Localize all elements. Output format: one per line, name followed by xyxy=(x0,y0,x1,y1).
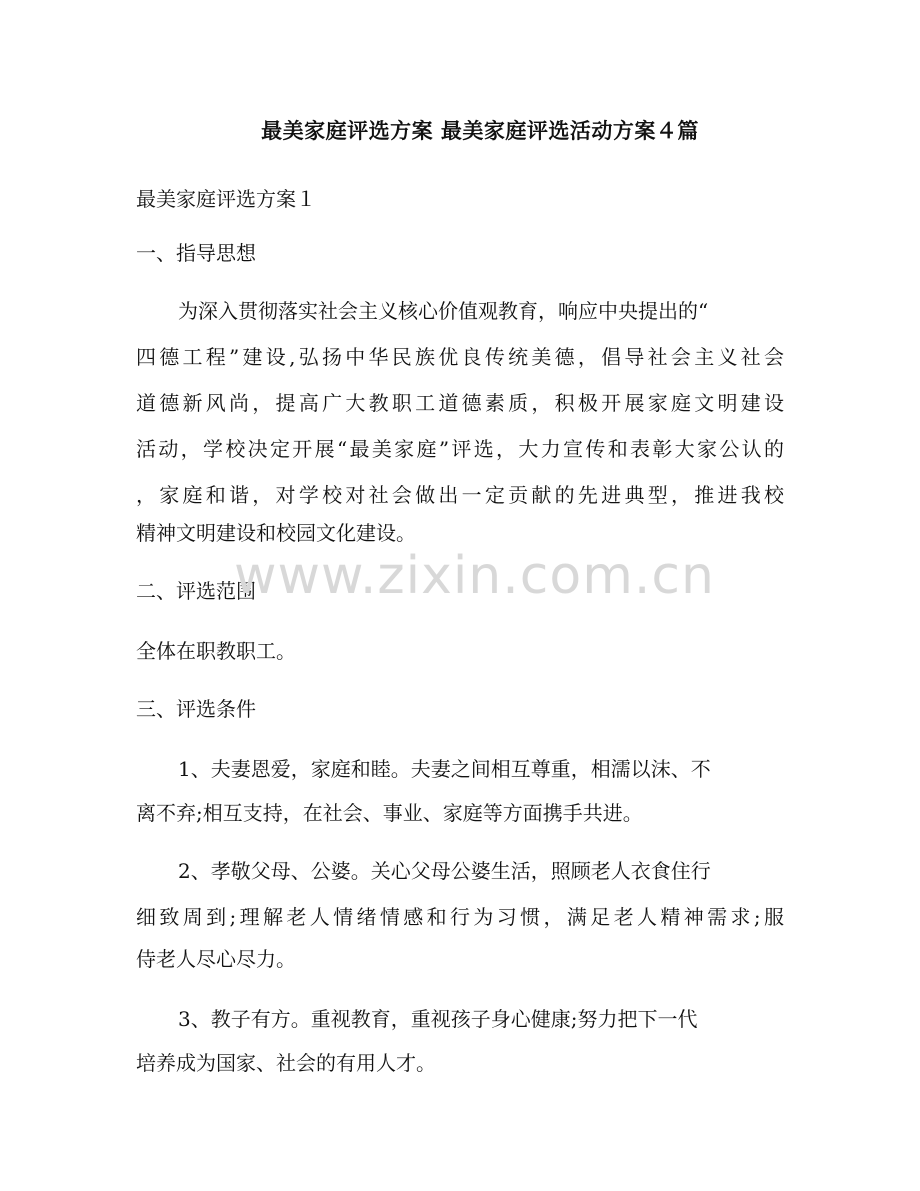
document-title: 最美家庭评选方案 最美家庭评选活动方案４篇 xyxy=(261,119,699,143)
item-3-line-2: 培养成为国家、社会的有用人才。 xyxy=(136,1051,436,1075)
section-2-text: 全体在职教职工。 xyxy=(136,639,296,663)
section-2-heading: 二、评选范围 xyxy=(136,579,256,603)
section-1-line-4: 活动，学校决定开展“最美家庭”评选，大力宣传和表彰大家公认的 xyxy=(136,437,784,461)
item-1-line-1: 1、夫妻恩爱，家庭和睦。夫妻之间相互尊重，相濡以沫、不 xyxy=(178,757,711,781)
item-2-line-3: 侍老人尽心尽力。 xyxy=(136,947,296,971)
item-1-line-2: 离不弃;相互支持，在社会、事业、家庭等方面携手共进。 xyxy=(136,801,643,825)
section-3-heading: 三、评选条件 xyxy=(136,697,256,721)
section-1-line-6: 精神文明建设和校园文化建设。 xyxy=(136,521,416,545)
item-3-line-1: 3、教子有方。重视教育，重视孩子身心健康;努力把下一代 xyxy=(178,1007,698,1031)
watermark-text: www.zixin.com.cn xyxy=(234,546,715,606)
section-1-heading: 一、指导思想 xyxy=(136,241,256,265)
section-1-line-1: 为深入贯彻落实社会主义核心价值观教育，响应中央提出的“ xyxy=(178,299,709,323)
subtitle: 最美家庭评选方案１ xyxy=(136,187,316,211)
item-2-line-2: 细致周到;理解老人情绪情感和行为习惯，满足老人精神需求;服 xyxy=(136,905,784,929)
section-1-line-3: 道德新风尚，提高广大教职工道德素质，积极开展家庭文明建设 xyxy=(136,391,784,415)
section-1-line-2: 四德工程”建设,弘扬中华民族优良传统美德，倡导社会主义社会 xyxy=(136,345,784,369)
section-1-line-5: ，家庭和谐，对学校对社会做出一定贡献的先进典型，推进我校 xyxy=(136,483,784,507)
item-2-line-1: 2、孝敬父母、公婆。关心父母公婆生活，照顾老人衣食住行 xyxy=(178,859,711,883)
